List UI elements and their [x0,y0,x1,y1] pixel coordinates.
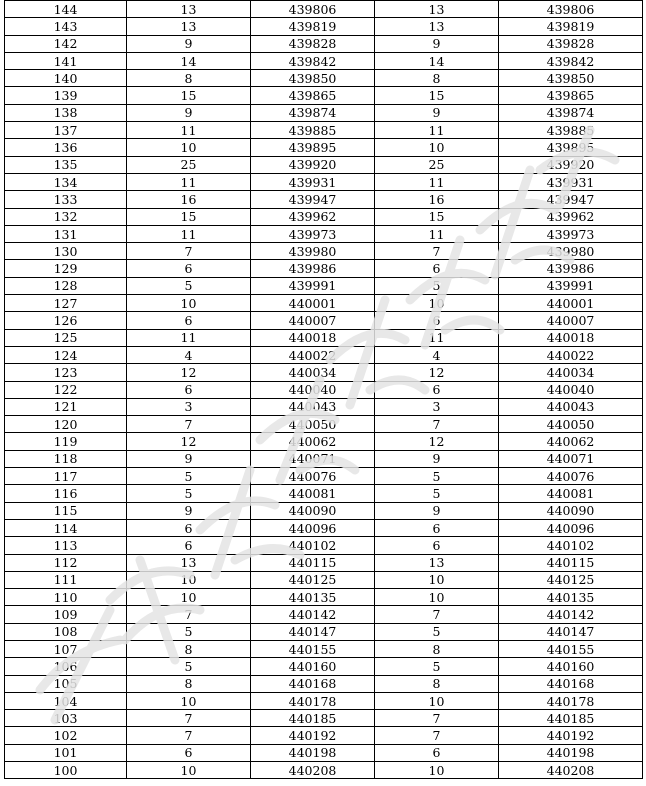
cumulative-cell-2: 440043 [499,398,643,415]
score-cell: 124 [5,346,127,363]
cumulative-cell: 440096 [251,519,375,536]
table-row [5,87,643,104]
cumulative-cell: 440043 [251,398,375,415]
count-cell-2: 6 [375,381,499,398]
count-cell-2: 10 [375,692,499,709]
count-cell: 7 [127,727,251,744]
cumulative-cell-2: 439962 [499,208,643,225]
table-row [5,623,643,640]
count-cell: 8 [127,640,251,657]
table-row [5,295,643,312]
cumulative-cell: 440125 [251,571,375,588]
count-cell: 16 [127,191,251,208]
cumulative-cell-2: 440018 [499,329,643,346]
table-row [5,468,643,485]
table-row [5,762,643,779]
score-cell: 101 [5,744,127,761]
cumulative-cell: 440102 [251,537,375,554]
count-cell-2: 25 [375,156,499,173]
count-cell: 10 [127,139,251,156]
count-cell: 7 [127,606,251,623]
cumulative-cell-2: 440155 [499,640,643,657]
count-cell: 11 [127,173,251,190]
table-row [5,571,643,588]
score-cell: 126 [5,312,127,329]
score-cell: 137 [5,122,127,139]
count-cell: 25 [127,156,251,173]
count-cell-2: 13 [375,554,499,571]
cumulative-cell-2: 440096 [499,519,643,536]
cumulative-cell-2: 440168 [499,675,643,692]
cumulative-cell: 439874 [251,104,375,121]
cumulative-cell: 439931 [251,173,375,190]
cumulative-cell: 439986 [251,260,375,277]
count-cell-2: 7 [375,727,499,744]
cumulative-cell-2: 440050 [499,416,643,433]
count-cell: 9 [127,104,251,121]
count-cell: 8 [127,675,251,692]
score-cell: 131 [5,225,127,242]
score-cell: 113 [5,537,127,554]
cumulative-cell-2: 440185 [499,710,643,727]
score-cell: 138 [5,104,127,121]
cumulative-cell-2: 440090 [499,502,643,519]
cumulative-cell: 440192 [251,727,375,744]
count-cell-2: 7 [375,416,499,433]
count-cell-2: 5 [375,277,499,294]
table-row [5,1,643,18]
count-cell-2: 10 [375,139,499,156]
count-cell-2: 5 [375,658,499,675]
cumulative-cell: 440022 [251,346,375,363]
score-cell: 106 [5,658,127,675]
count-cell-2: 8 [375,640,499,657]
cumulative-cell: 439895 [251,139,375,156]
count-cell: 5 [127,658,251,675]
score-cell: 134 [5,173,127,190]
score-cell: 103 [5,710,127,727]
cumulative-cell-2: 440081 [499,485,643,502]
table-row [5,502,643,519]
cumulative-cell: 440040 [251,381,375,398]
table-row [5,381,643,398]
score-cell: 132 [5,208,127,225]
score-cell: 127 [5,295,127,312]
cumulative-cell: 440168 [251,675,375,692]
score-cell: 105 [5,675,127,692]
cumulative-cell-2: 439819 [499,18,643,35]
cumulative-cell-2: 439991 [499,277,643,294]
score-cell: 110 [5,589,127,606]
table-row [5,640,643,657]
count-cell-2: 10 [375,762,499,779]
count-cell-2: 11 [375,329,499,346]
table-row [5,312,643,329]
cumulative-cell-2: 439980 [499,243,643,260]
cumulative-cell-2: 440198 [499,744,643,761]
cumulative-cell-2: 440071 [499,450,643,467]
score-cell: 117 [5,468,127,485]
cumulative-cell: 440198 [251,744,375,761]
table-row [5,122,643,139]
count-cell-2: 7 [375,710,499,727]
score-cell: 143 [5,18,127,35]
cumulative-cell-2: 440076 [499,468,643,485]
count-cell: 7 [127,416,251,433]
count-cell: 13 [127,1,251,18]
score-cell: 142 [5,35,127,52]
count-cell-2: 7 [375,606,499,623]
count-cell: 15 [127,87,251,104]
count-cell: 5 [127,277,251,294]
score-cell: 129 [5,260,127,277]
score-cell: 121 [5,398,127,415]
cumulative-cell-2: 439865 [499,87,643,104]
cumulative-cell-2: 440125 [499,571,643,588]
count-cell: 4 [127,346,251,363]
score-cell: 102 [5,727,127,744]
cumulative-cell: 439973 [251,225,375,242]
cumulative-cell-2: 440192 [499,727,643,744]
count-cell-2: 10 [375,589,499,606]
count-cell: 6 [127,519,251,536]
cumulative-cell-2: 439828 [499,35,643,52]
cumulative-cell: 439806 [251,1,375,18]
table-row [5,173,643,190]
score-cell: 118 [5,450,127,467]
table-row [5,156,643,173]
count-cell: 10 [127,589,251,606]
score-cell: 130 [5,243,127,260]
score-cell: 135 [5,156,127,173]
cumulative-cell: 439980 [251,243,375,260]
count-cell-2: 5 [375,485,499,502]
count-cell-2: 12 [375,433,499,450]
count-cell: 6 [127,381,251,398]
table-row [5,70,643,87]
table-row [5,744,643,761]
table-body [5,1,643,779]
count-cell-2: 12 [375,364,499,381]
cumulative-cell-2: 440115 [499,554,643,571]
count-cell: 10 [127,692,251,709]
score-cell: 116 [5,485,127,502]
count-cell: 9 [127,35,251,52]
cumulative-cell: 440050 [251,416,375,433]
count-cell-2: 9 [375,450,499,467]
score-cell: 136 [5,139,127,156]
count-cell: 10 [127,295,251,312]
cumulative-cell-2: 440147 [499,623,643,640]
cumulative-cell-2: 440062 [499,433,643,450]
table-row [5,346,643,363]
cumulative-cell-2: 440022 [499,346,643,363]
table-row [5,243,643,260]
table-row [5,191,643,208]
score-cell: 120 [5,416,127,433]
count-cell-2: 14 [375,52,499,69]
cumulative-cell-2: 439931 [499,173,643,190]
cumulative-cell-2: 440142 [499,606,643,623]
score-cell: 119 [5,433,127,450]
table-row [5,658,643,675]
score-cell: 109 [5,606,127,623]
count-cell-2: 5 [375,623,499,640]
score-cell: 111 [5,571,127,588]
cumulative-cell: 440115 [251,554,375,571]
count-cell-2: 8 [375,70,499,87]
cumulative-cell-2: 440001 [499,295,643,312]
cumulative-cell-2: 440040 [499,381,643,398]
table-row [5,727,643,744]
cumulative-cell-2: 439842 [499,52,643,69]
score-cell: 140 [5,70,127,87]
score-cell: 104 [5,692,127,709]
count-cell: 12 [127,364,251,381]
count-cell: 11 [127,329,251,346]
count-cell-2: 11 [375,173,499,190]
cumulative-cell-2: 440135 [499,589,643,606]
count-cell-2: 13 [375,1,499,18]
count-cell: 5 [127,485,251,502]
table-row [5,398,643,415]
count-cell: 12 [127,433,251,450]
count-cell-2: 11 [375,225,499,242]
count-cell: 5 [127,623,251,640]
table-row [5,104,643,121]
count-cell-2: 6 [375,312,499,329]
cumulative-cell: 439991 [251,277,375,294]
count-cell: 6 [127,744,251,761]
table-row [5,225,643,242]
cumulative-cell: 440007 [251,312,375,329]
count-cell: 13 [127,18,251,35]
count-cell-2: 9 [375,104,499,121]
score-cell: 128 [5,277,127,294]
count-cell-2: 8 [375,675,499,692]
cumulative-cell: 440081 [251,485,375,502]
count-cell-2: 7 [375,243,499,260]
table-row [5,364,643,381]
table-row [5,416,643,433]
count-cell: 6 [127,537,251,554]
count-cell: 9 [127,502,251,519]
table-row [5,52,643,69]
count-cell-2: 3 [375,398,499,415]
count-cell-2: 6 [375,744,499,761]
count-cell-2: 15 [375,87,499,104]
table-row [5,675,643,692]
count-cell-2: 9 [375,35,499,52]
cumulative-cell: 440147 [251,623,375,640]
cumulative-cell: 440034 [251,364,375,381]
cumulative-cell-2: 439986 [499,260,643,277]
count-cell: 3 [127,398,251,415]
cumulative-cell: 440178 [251,692,375,709]
cumulative-cell: 439819 [251,18,375,35]
table-row [5,139,643,156]
cumulative-cell-2: 439850 [499,70,643,87]
cumulative-cell: 440142 [251,606,375,623]
table-row [5,18,643,35]
cumulative-cell: 439885 [251,122,375,139]
cumulative-cell-2: 440007 [499,312,643,329]
table-row [5,519,643,536]
score-cell: 139 [5,87,127,104]
table-row [5,554,643,571]
score-cell: 133 [5,191,127,208]
table-row [5,450,643,467]
cumulative-cell: 440018 [251,329,375,346]
score-distribution-table [4,0,643,779]
count-cell-2: 13 [375,18,499,35]
table-row [5,589,643,606]
score-cell: 107 [5,640,127,657]
cumulative-cell-2: 439947 [499,191,643,208]
count-cell: 10 [127,571,251,588]
cumulative-cell-2: 439874 [499,104,643,121]
count-cell: 6 [127,312,251,329]
count-cell: 8 [127,70,251,87]
cumulative-cell-2: 439973 [499,225,643,242]
count-cell-2: 16 [375,191,499,208]
score-cell: 123 [5,364,127,381]
cumulative-cell-2: 439920 [499,156,643,173]
count-cell-2: 4 [375,346,499,363]
cumulative-cell-2: 439885 [499,122,643,139]
count-cell-2: 10 [375,571,499,588]
cumulative-cell: 439962 [251,208,375,225]
count-cell: 14 [127,52,251,69]
cumulative-cell: 440076 [251,468,375,485]
score-cell: 122 [5,381,127,398]
cumulative-cell: 440160 [251,658,375,675]
cumulative-cell: 440208 [251,762,375,779]
table-row [5,433,643,450]
table-row [5,260,643,277]
score-cell: 115 [5,502,127,519]
cumulative-cell: 439947 [251,191,375,208]
cumulative-cell-2: 440208 [499,762,643,779]
table-row [5,692,643,709]
count-cell: 11 [127,122,251,139]
table-row [5,485,643,502]
count-cell-2: 15 [375,208,499,225]
count-cell-2: 9 [375,502,499,519]
cumulative-cell-2: 439895 [499,139,643,156]
cumulative-cell: 440071 [251,450,375,467]
cumulative-cell: 439920 [251,156,375,173]
cumulative-cell-2: 440178 [499,692,643,709]
score-cell: 114 [5,519,127,536]
table-row [5,35,643,52]
count-cell: 7 [127,710,251,727]
count-cell: 6 [127,260,251,277]
count-cell-2: 10 [375,295,499,312]
cumulative-cell: 439828 [251,35,375,52]
cumulative-cell: 440001 [251,295,375,312]
score-cell: 112 [5,554,127,571]
table-row [5,537,643,554]
count-cell-2: 5 [375,468,499,485]
cumulative-cell: 439850 [251,70,375,87]
cumulative-cell: 440155 [251,640,375,657]
cumulative-cell: 440135 [251,589,375,606]
cumulative-cell-2: 440034 [499,364,643,381]
score-cell: 125 [5,329,127,346]
table-row [5,710,643,727]
count-cell: 7 [127,243,251,260]
score-cell: 141 [5,52,127,69]
count-cell: 11 [127,225,251,242]
cumulative-cell: 440090 [251,502,375,519]
table-row [5,606,643,623]
cumulative-cell-2: 440160 [499,658,643,675]
table-row [5,329,643,346]
count-cell: 15 [127,208,251,225]
count-cell: 13 [127,554,251,571]
cumulative-cell: 439865 [251,87,375,104]
score-cell: 144 [5,1,127,18]
score-cell: 108 [5,623,127,640]
count-cell-2: 6 [375,537,499,554]
table-row [5,277,643,294]
count-cell: 5 [127,468,251,485]
cumulative-cell-2: 440102 [499,537,643,554]
score-cell: 100 [5,762,127,779]
table-row [5,208,643,225]
cumulative-cell: 439842 [251,52,375,69]
count-cell-2: 6 [375,260,499,277]
cumulative-cell-2: 439806 [499,1,643,18]
count-cell-2: 6 [375,519,499,536]
count-cell: 9 [127,450,251,467]
count-cell-2: 11 [375,122,499,139]
count-cell: 10 [127,762,251,779]
cumulative-cell: 440185 [251,710,375,727]
cumulative-cell: 440062 [251,433,375,450]
